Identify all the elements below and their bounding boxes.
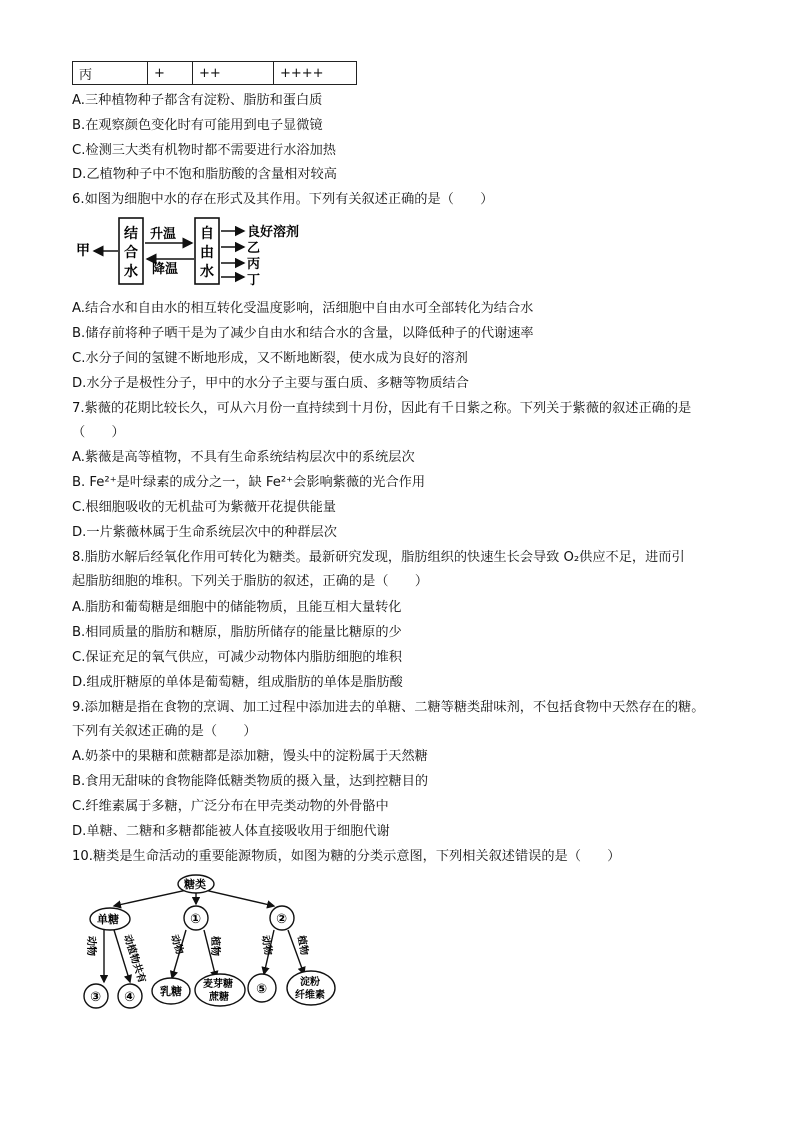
- q8-option-c: C.保证充足的氧气供应，可减少动物体内脂肪细胞的堆积: [72, 650, 402, 665]
- q9-option-b: B.食用无甜味的食物能降低糖类物质的摄入量，达到控糖目的: [72, 774, 429, 789]
- q5-option-b: B.在观察颜色变化时有可能用到电子显微镜: [72, 118, 323, 133]
- output-solvent: 良好溶剂: [247, 225, 300, 240]
- q6-option-b: B.储存前将种子晒干是为了减少自由水和结合水的含量，以降低种子的代谢速率: [72, 326, 534, 341]
- q5-option-c: C.检测三大类有机物时都不需要进行水浴加热: [72, 143, 336, 158]
- table-cell: +: [148, 62, 193, 85]
- q9-option-c: C.纤维素属于多糖，广泛分布在甲壳类动物的外骨骼中: [72, 799, 389, 814]
- mono-label: 单糖: [97, 913, 119, 926]
- free-water-char: 由: [200, 245, 214, 261]
- q7-option-a: A.紫薇是高等植物，不具有生命系统结构层次中的系统层次: [72, 450, 415, 465]
- table-row: [73, 62, 357, 85]
- bound-water-char: 水: [124, 264, 138, 280]
- n2-plant-label: 植物: [295, 934, 310, 957]
- sucrose-label: 蔗糖: [209, 992, 229, 1003]
- output-bing: 丙: [247, 257, 261, 272]
- q8-option-d: D.组成肝糖原的单体是葡萄糖，组成脂肪的单体是脂肪酸: [72, 675, 403, 690]
- q8-option-a: A.脂肪和葡萄糖是细胞中的储能物质，且能互相大量转化: [72, 600, 402, 615]
- q9-option-a: A.奶茶中的果糖和蔗糖都是添加糖，馒头中的淀粉属于天然糖: [72, 749, 428, 764]
- node-1-label: ①: [190, 912, 202, 927]
- q7-option-d: D.一片紫薇林属于生命系统层次中的种群层次: [72, 525, 337, 540]
- node-2-label: ②: [276, 912, 288, 927]
- sugar-classification-diagram: [74, 872, 344, 1012]
- q10-stem: 10.糖类是生命活动的重要能源物质，如图为糖的分类示意图，下列相关叙述错误的是（ ）: [72, 849, 621, 864]
- q6-option-c: C.水分子间的氢键不断地形成，又不断地断裂，使水成为良好的溶剂: [72, 351, 468, 366]
- mono-animal-label: 动物: [85, 936, 96, 956]
- leaf-5-label: ⑤: [256, 982, 268, 997]
- output-ding: 丁: [247, 273, 261, 288]
- bound-water-char: 结: [124, 226, 138, 242]
- leaf-3-label: ③: [90, 990, 102, 1005]
- output-yi: 乙: [247, 241, 261, 256]
- table-cell: 丙: [73, 62, 148, 85]
- q7-stem: 7.紫薇的花期比较长久，可从六月份一直持续到十月份，因此有千日紫之称。下列关于紫薇的叙述正确的是: [72, 401, 692, 416]
- cellulose-label: 纤维素: [295, 990, 325, 1001]
- label-jia: 甲: [76, 243, 90, 259]
- q7-option-b: B. Fe²⁺是叶绿素的成分之一，缺 Fe²⁺会影响紫薇的光合作用: [72, 475, 426, 490]
- q9-stem: 9.添加糖是指在食物的烹调、加工过程中添加进去的单糖、二糖等糖类甜味剂，不包括食物中天然存在的糖。: [72, 700, 705, 715]
- root-label: 糖类: [184, 878, 206, 891]
- q8-stem: 8.脂肪水解后经氧化作用可转化为糖类。最新研究发现，脂肪组织的快速生长会导致 O₂供应不足，进而引: [72, 550, 685, 565]
- free-water-char: 水: [200, 264, 214, 280]
- q6-option-a: A.结合水和自由水的相互转化受温度影响，活细胞中自由水可全部转化为结合水: [72, 301, 534, 316]
- free-water-char: 自: [200, 226, 214, 242]
- bound-water-char: 合: [124, 245, 138, 261]
- heat-label: 升温: [150, 227, 177, 242]
- q9-stem-cont: 下列有关叙述正确的是（ ）: [72, 724, 257, 739]
- q8-option-b: B.相同质量的脂肪和糖原，脂肪所储存的能量比糖原的少: [72, 625, 402, 640]
- maltose-label: 麦芽糖: [203, 979, 233, 990]
- leaf-4-label: ④: [124, 990, 136, 1005]
- starch-label: 淀粉: [300, 977, 320, 988]
- lactose-label: 乳糖: [160, 985, 182, 998]
- q7-option-c: C.根细胞吸收的无机盐可为紫薇开花提供能量: [72, 500, 336, 515]
- seed-test-table: [72, 61, 357, 85]
- q7-stem-cont: （ ）: [72, 425, 125, 440]
- n2-animal-label: 动物: [259, 934, 274, 957]
- mono-both-label: 动植物共有: [121, 933, 148, 985]
- cool-label: 降温: [152, 262, 179, 277]
- q6-stem: 6.如图为细胞中水的存在形式及其作用。下列有关叙述正确的是（ ）: [72, 192, 494, 207]
- q5-option-d: D.乙植物种子中不饱和脂肪酸的含量相对较高: [72, 167, 337, 182]
- q5-option-a: A.三种植物种子都含有淀粉、脂肪和蛋白质: [72, 93, 323, 108]
- q8-stem-cont: 起脂肪细胞的堆积。下列关于脂肪的叙述，正确的是（ ）: [72, 574, 429, 589]
- n1-animal-label: 动物: [168, 933, 185, 956]
- table-cell: ++: [193, 62, 274, 85]
- table-cell: ++++: [274, 62, 357, 85]
- water-form-diagram: [74, 214, 314, 288]
- q6-option-d: D.水分子是极性分子，甲中的水分子主要与蛋白质、多糖等物质结合: [72, 376, 469, 391]
- n1-plant-label: 植物: [209, 936, 220, 956]
- q9-option-d: D.单糖、二糖和多糖都能被人体直接吸收用于细胞代谢: [72, 824, 390, 839]
